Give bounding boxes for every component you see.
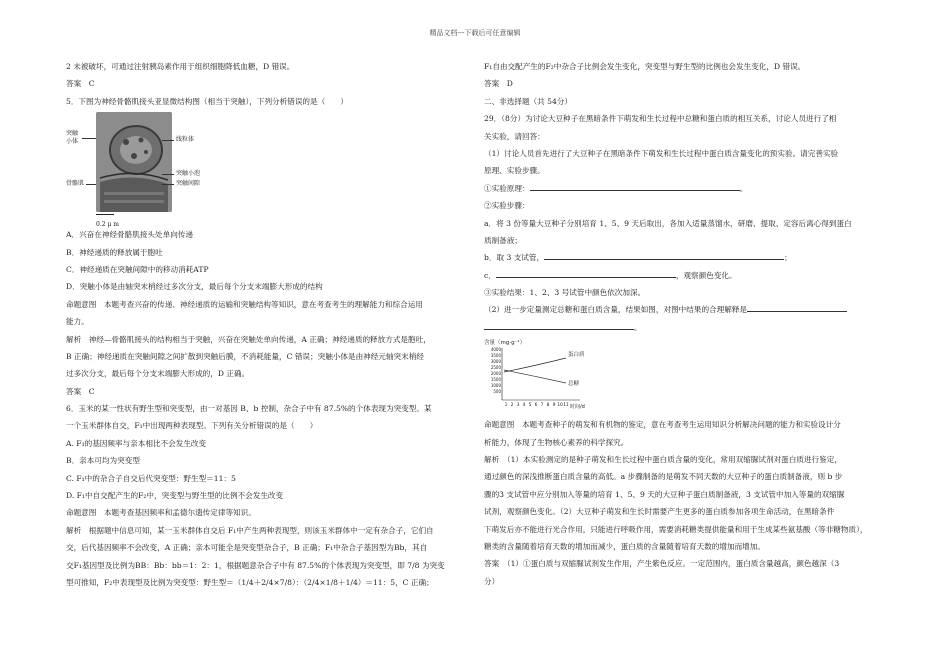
text-line: 命题意图 本题考查基因频率和孟德尔遗传定律等知识。 bbox=[66, 508, 256, 518]
answer-blank[interactable] bbox=[484, 320, 634, 330]
text-line: 命题意图 本题考查种子的萌发和有机物的鉴定，意在考查考生运用知识分析解决问题的能力和实验设计分 bbox=[484, 420, 841, 430]
x-tick: 2 bbox=[510, 403, 514, 409]
x-tick: 7 bbox=[540, 403, 544, 409]
option-a: A．兴奋在神经骨骼肌接头处单向传递 bbox=[66, 230, 193, 240]
option-a: A. F₁的基因频率与亲本相比不会发生改变 bbox=[66, 438, 207, 448]
text-line: B 正确；神经递质在突触间隙之间扩散到突触后膜，不消耗能量，C 错误；突触小体是由神经元轴突末梢经 bbox=[66, 351, 424, 361]
fig-label-synaptic-knob-2: 小体 bbox=[66, 138, 79, 146]
text-line: 交F₁基因型及比例为BB：Bb：bb＝1：2：1，根据题意杂合子中有 87.5%的个体表现为突变型，即 7/8 为突变 bbox=[66, 560, 445, 570]
text-line: ③实验结果：1、2、3 号试管中颜色依次加深。 bbox=[484, 288, 646, 298]
option-c: C. F₁中的杂合子自交后代突变型：野生型＝11：5 bbox=[66, 473, 236, 483]
fig-label-synaptic-knob: 突触 bbox=[66, 130, 79, 138]
answer-blank[interactable] bbox=[747, 302, 847, 312]
option-d: D. F₁中自交配产生的F₂中，突变型与野生型的比例不会发生改变 bbox=[66, 491, 284, 501]
question-5: 5．下图为神经骨骼肌接头亚显微结构图（相当于突触），下列分析错误的是（ ） bbox=[66, 96, 348, 106]
text-line: ②实验步骤： bbox=[484, 201, 530, 211]
answer-line: 答案 （1）①蛋白质与双缩脲试剂发生作用，产生紫色反应。一定范围内，蛋白质含量越高，颜色越深（3 bbox=[484, 559, 840, 569]
text-line: 2 未被破坏，可通过注射胰岛素作用于组织细胞降低血糖，D 错误。 bbox=[66, 62, 295, 71]
section-heading: 二、非选择题（共 54分） bbox=[484, 96, 573, 106]
series-label-protein: 蛋白质 bbox=[568, 352, 585, 359]
question-29: 29．（8分）为讨论大豆种子在黑暗条件下萌发和生长过程中总糖和蛋白质的相互关系，讨论人员进行了相 bbox=[484, 114, 837, 124]
blank-explain-line-2: 。 bbox=[484, 319, 882, 336]
fig-label-skeletal-muscle: 骨骼肌 bbox=[66, 180, 85, 188]
text-line: 质制备液； bbox=[484, 235, 522, 245]
fig-label-mitochondria: 线粒体 bbox=[176, 136, 195, 144]
chart-ylabel: 含量（mg·g⁻¹） bbox=[484, 340, 526, 347]
y-tick: 3000 bbox=[490, 359, 501, 365]
text-line: a．将 3 份等量大豆种子分别培育 1、5、9 天后取出，各加入适量蒸馏水，研磨、提取、定容后离心得到蛋白 bbox=[484, 218, 852, 228]
text-line: 试剂，观察颜色变化。（2）大豆种子萌发和生长时需要产生更多的蛋白质参加各项生命活动，在黑暗条件 bbox=[484, 507, 835, 517]
text-line: 糖类的含量随着培育天数的增加而减少，蛋白质的含量随着培育天数的增加而增加。 bbox=[484, 541, 765, 551]
text-line: 析能力，体现了生物核心素养的科学探究。 bbox=[484, 437, 629, 447]
y-tick: 2500 bbox=[490, 365, 501, 371]
text-line: 解析 神经—骨骼肌接头的结构相当于突触，兴奋在突触处单向传递，A 正确；神经递质的释放方式是胞吐， bbox=[66, 334, 431, 344]
fig-label-synaptic-vesicle: 突触小泡 bbox=[176, 170, 201, 178]
x-tick: 9 bbox=[552, 403, 556, 409]
fig-label-synaptic-cleft: 突触间隙 bbox=[176, 180, 201, 188]
x-tick: 8 bbox=[546, 403, 550, 409]
text-line: 交，后代基因频率不会改变，A 正确；亲本可能全是突变型杂合子，B 正确；F₁中杂合子基因型为Bb，其自 bbox=[66, 543, 428, 553]
right-column bbox=[484, 58, 882, 590]
answer-blank[interactable] bbox=[496, 268, 676, 278]
x-tick: 1 bbox=[504, 403, 508, 409]
text-line: 能力。 bbox=[66, 317, 89, 327]
y-tick: 3500 bbox=[490, 353, 501, 359]
left-column bbox=[66, 58, 470, 591]
text-line: 关实验，请回答： bbox=[484, 131, 545, 141]
text-line: 解析 （1）本实验测定的是种子萌发和生长过程中蛋白质含量的变化，常用双缩脲试剂对蛋白质进行鉴定， bbox=[484, 455, 842, 465]
blank-step-c-line: c． ，观察颜色变化。 bbox=[484, 267, 882, 284]
blank-step-b-line: b．取 3 支试管， ； bbox=[484, 249, 882, 266]
text-line: 型可推知，F₂中表现型及比例为突变型：野生型＝（1/4＋2/4×7/8）：（2/4×1/8＋1/4）＝11：5，C 正确； bbox=[66, 577, 434, 587]
y-tick: 500 bbox=[493, 389, 501, 395]
answer-line: 答案 C bbox=[66, 386, 95, 396]
content-chart bbox=[484, 336, 882, 416]
x-tick: 4 bbox=[522, 403, 526, 409]
text-line: 一个玉米群体自交，F₁中出现两种表现型。下列有关分析错误的是（ ） bbox=[66, 421, 318, 431]
y-tick: 1500 bbox=[490, 377, 501, 383]
chart-xlabel: 时间/d bbox=[570, 404, 585, 411]
text-line: 命题意图 本题考查兴奋的传递、神经递质的运输和突触结构等知识，意在考查考生的理解能力和综合运用 bbox=[66, 299, 423, 309]
x-tick: 6 bbox=[534, 403, 538, 409]
option-b: B．神经递质的释放属于胞吐 bbox=[66, 247, 163, 257]
answer-line: 答案 C bbox=[66, 79, 95, 89]
x-tick: 10 bbox=[557, 403, 563, 409]
option-c: C．神经递质在突触间隙中的移动消耗ATP bbox=[66, 264, 209, 274]
blank-principle-line: ①实验原理： 。 bbox=[484, 180, 882, 197]
x-tick: 11 bbox=[563, 403, 569, 409]
text-line: 骤的3 支试管中应分别加入等量的培育 1、5、9 天的大豆种子蛋白质制备液，3 支试管中加入等量的双缩脲 bbox=[484, 489, 845, 499]
text-line: F₁自由交配产生的F₂中杂合子比例会发生变化，突变型与野生型的比例也会发生变化，D 错误。 bbox=[484, 62, 806, 71]
text-line: 原理、实验步骤。 bbox=[484, 166, 545, 176]
text-line: 过多次分支，最后每个分支末端膨大形成的，D 正确。 bbox=[66, 369, 250, 379]
series-protein bbox=[504, 358, 566, 372]
x-tick: 3 bbox=[516, 403, 520, 409]
text-line: 分） bbox=[484, 576, 500, 586]
synapse-figure bbox=[66, 110, 470, 229]
blank-explain-line: （2）进一步定量测定总糖和蛋白质含量，结果如图，对图中结果的合理解释是 bbox=[484, 301, 882, 318]
answer-blank[interactable] bbox=[530, 181, 740, 191]
option-b: B．亲本可均为突变型 bbox=[66, 456, 140, 466]
y-tick: 2000 bbox=[490, 371, 501, 377]
page-header: 精品文档---下载后可任意编辑 bbox=[429, 29, 521, 37]
answer-line: 答案 D bbox=[484, 79, 513, 89]
option-d: D．突触小体是由轴突末梢经过多次分支，最后每个分支末端膨大形成的结构 bbox=[66, 282, 323, 292]
x-tick: 5 bbox=[528, 403, 532, 409]
text-line: （1）讨论人员首先进行了大豆种子在黑暗条件下萌发和生长过程中蛋白质含量变化的预实验。请完善实验 bbox=[484, 148, 839, 158]
micrograph-image bbox=[96, 112, 172, 212]
text-line: 下萌发后亦不能进行光合作用，只能进行呼吸作用，需要消耗糖类提供能量和用于生成某些氨基酸（等非糖物质）， bbox=[484, 524, 868, 534]
scale-bar-label: 0.2 μ m bbox=[96, 221, 119, 229]
series-label-total-sugar: 总糖 bbox=[568, 381, 580, 388]
question-6: 6．玉米的某一性状有野生型和突变型，由一对基因 B、b 控制，杂合子中有 87.5%的个体表现为突变型。某 bbox=[66, 404, 432, 414]
text-line: 解析 根据题中信息可知，某一玉米群体自交后 F₁中产生两种表现型，则该玉米群体中一定有杂合子，它们自 bbox=[66, 525, 434, 535]
answer-blank[interactable] bbox=[544, 250, 784, 260]
y-tick: 1000 bbox=[490, 383, 501, 389]
y-tick: 4000 bbox=[490, 347, 501, 353]
series-total-sugar bbox=[504, 370, 566, 383]
text-line: 通过颜色的深浅推断蛋白质含量的高低。a 步骤制备的是萌发不同天数的大豆种子的蛋白质制备液，则 b 步 bbox=[484, 472, 843, 482]
